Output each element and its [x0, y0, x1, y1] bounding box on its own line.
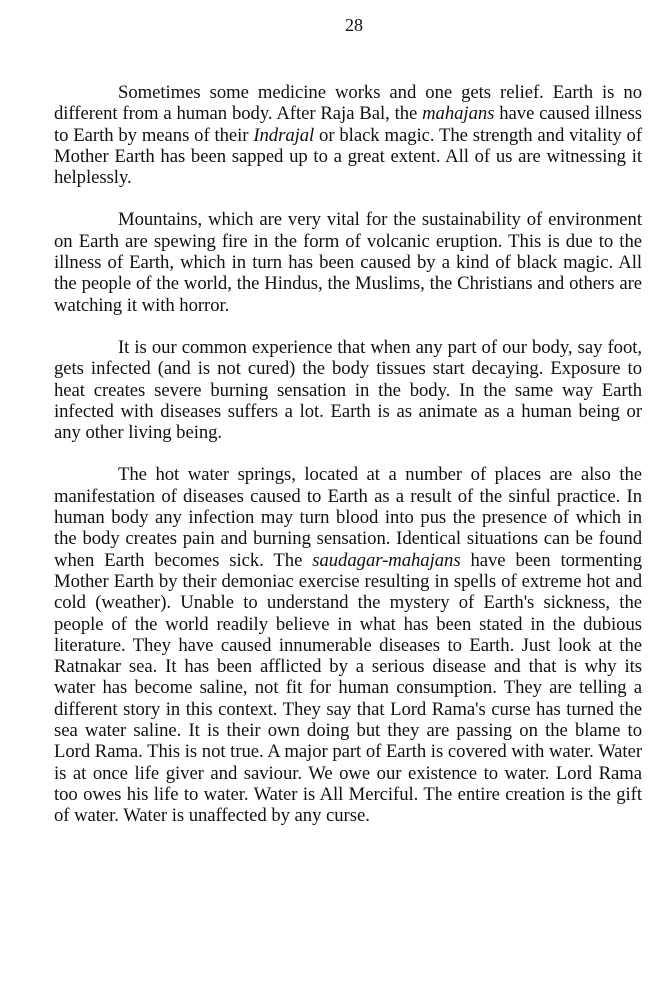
text-segment: Mountains, which are very vital for the sustainability of environment on Earth are spewing fire in the form of volcanic eruption. This is due to the illness of Earth, which in turn has been caused by a kind of black magic. All the people of the world, the Hindus, the Muslims, the Christians and others are watching it with horror.	[54, 209, 642, 316]
text-segment: have been tormenting Mother Earth by their demoniac exercise resulting in spells of extreme hot and cold (weather). Unable to understand the mystery of Earth's sickness, the people of the world readily believe in what has been stated in the dubious literature. They have caused innumerable diseases to Earth. Just look at the Ratnakar sea. It has been afflicted by a serious disease and that is why its water has become saline, not fit for human consumption. They are telling a different story in this context. They say that Lord Rama's curse has turned the sea water saline. It is their own doing but they are passing on the blame to Lord Rama. This is not true. A major part of Earth is covered with water. Water is at once life giver and saviour. We owe our existence to water. Lord Rama too owes his life to water. Water is All Merciful. The entire creation is the gift of water. Water is unaffected by any curse.	[54, 549, 642, 827]
text-segment: Sometimes some medicine works and one gets relief. Earth is no different from a human body. After Raja Bal, the	[54, 82, 642, 125]
page-number: 28	[345, 15, 363, 35]
text-segment: or black magic. The strength and vitality of Mother Earth has been sapped up to a great extent. All of us are witnessing it helplessly.	[54, 124, 642, 189]
italic-term: mahajans	[422, 103, 495, 125]
paragraph-3	[54, 337, 642, 443]
italic-term: Indrajal	[253, 124, 315, 146]
text-segment: It is our common experience that when any part of our body, say foot, gets infected (and is not cured) the body tissues start decaying. Exposure to heat creates severe burning sensation in the body. In the same way Earth infected with diseases suffers a lot. Earth is as animate as a human being or any other living being.	[54, 336, 642, 444]
paragraph-1	[54, 82, 642, 188]
body-text	[54, 82, 642, 827]
paragraph-4	[54, 464, 642, 826]
text-segment: The hot water springs, located at a number of places are also the manifestation of diseases caused to Earth as a result of the sinful practice. In human body any infection may turn blood into pus the presence of which in the body creates pain and burning sensation. Identical situations can be found when Earth becomes sick. The	[54, 464, 642, 571]
italic-term: saudagar-mahajans	[312, 549, 461, 571]
text-segment: have caused illness to Earth by means of their	[54, 103, 642, 146]
paragraph-2	[54, 209, 642, 315]
